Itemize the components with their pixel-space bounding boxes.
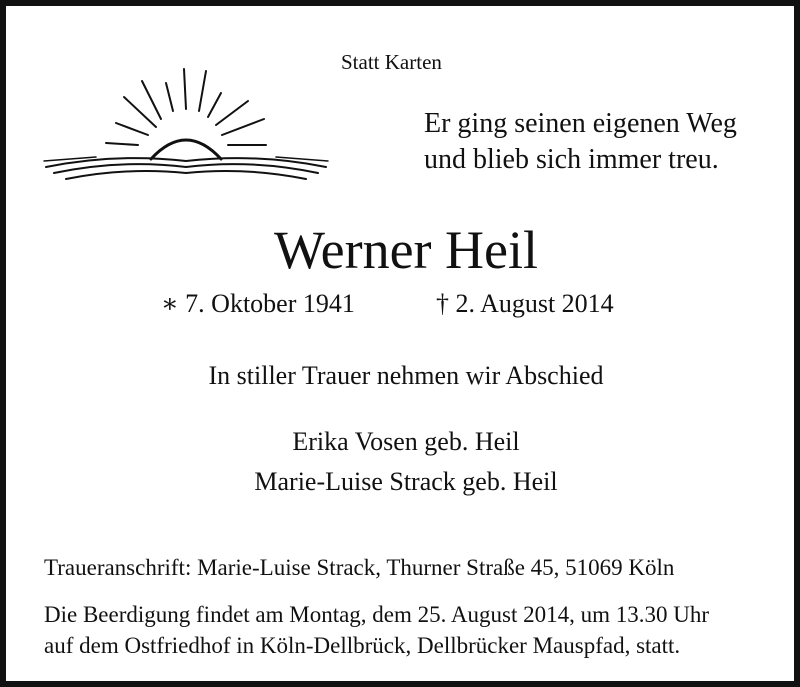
motto-line-2: und blieb sich immer treu. bbox=[424, 144, 719, 175]
mourner-name: Erika Vosen geb. Heil bbox=[292, 427, 520, 456]
mourner-name: Marie-Luise Strack geb. Heil bbox=[254, 467, 558, 496]
motto bbox=[424, 106, 737, 178]
farewell-text: In stiller Trauer nehmen wir Abschied bbox=[208, 361, 604, 390]
motto-line-1: Er ging seinen eigenen Weg bbox=[424, 108, 737, 139]
death-date: † 2. August 2014 bbox=[436, 289, 614, 318]
birth-date: ∗ 7. Oktober 1941 bbox=[161, 289, 355, 318]
funeral-line-1: Die Beerdigung findet am Montag, dem 25. August 2014, um 13.30 Uhr bbox=[44, 602, 710, 627]
rising-sun-icon bbox=[36, 61, 336, 196]
deceased-name: Werner Heil bbox=[273, 220, 538, 280]
funeral-info bbox=[44, 599, 709, 661]
header-statt-karten: Statt Karten bbox=[341, 50, 442, 74]
mourning-address: Traueranschrift: Marie-Luise Strack, Thurner Straße 45, 51069 Köln bbox=[44, 555, 675, 580]
funeral-line-2: auf dem Ostfriedhof in Köln-Dellbrück, Dellbrücker Mauspfad, statt. bbox=[44, 633, 681, 658]
